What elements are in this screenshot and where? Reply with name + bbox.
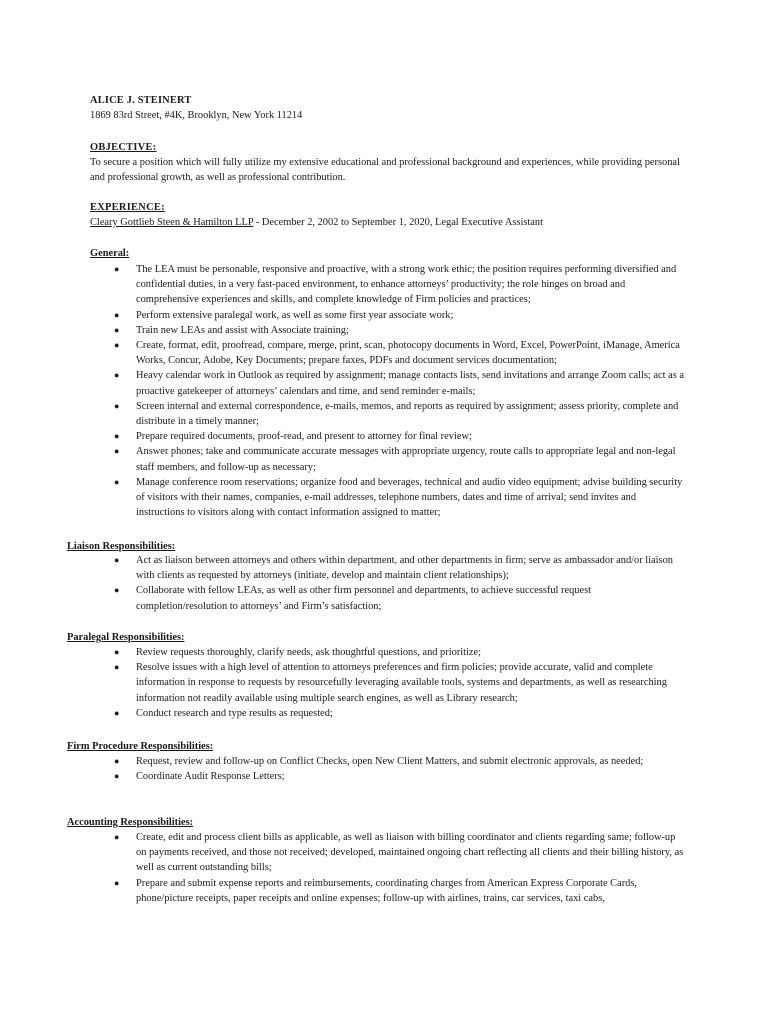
list-item-text: Prepare and submit expense reports and reimbursements, coordinating charges from American Express Corporate Cards, phone/picture receipts, paper receipts and online expenses; follow-up with airlines, trains, car services, taxi cabs, xyxy=(136,877,638,904)
section-title-general: General: xyxy=(90,248,130,259)
bullet-icon: ● xyxy=(114,707,120,718)
list-item-text: The LEA must be personable, responsive and proactive, with a strong work ethic; the position requires performing diversified and confidential duties, in a very fast-paced environment, to enhance attorneys’ productivity; the role hinges on broad and comprehensive experiences and skills, and complete knowledge of Firm policies and practices; xyxy=(136,264,677,306)
section-title-firm-procedure: Firm Procedure Responsibilities: xyxy=(67,741,214,752)
list-item xyxy=(0,323,684,338)
employment-details: - December 2, 2002 to September 1, 2020, Legal Executive Assistant xyxy=(253,217,543,228)
employer-name: Cleary Gottlieb Steen & Hamilton LLP xyxy=(90,217,254,228)
list-item-text: Request, review and follow-up on Conflict Checks, open New Client Matters, and submit electronic approvals, as needed; xyxy=(136,756,644,767)
bullet-icon: ● xyxy=(114,832,120,842)
bullet-icon: ● xyxy=(114,476,120,487)
bullet-icon: ● xyxy=(114,756,120,766)
list-item xyxy=(0,553,684,583)
employer-line xyxy=(90,215,690,230)
bullet-icon: ● xyxy=(114,555,120,565)
list-item xyxy=(0,429,684,444)
list-item xyxy=(0,338,684,368)
general-list xyxy=(0,262,684,520)
list-item-text: Perform extensive paralegal work, as well as some first year associate work; xyxy=(136,309,454,321)
list-item xyxy=(0,706,684,721)
list-item-text: Resolve issues with a high level of attention to attorneys preferences and firm policies; provide accurate, valid and complete information in response to requests by resourcefully leveraging available tools, systems and departments, as well as researching information not readily available using multiple search engines, as well as Library research; xyxy=(136,662,667,704)
paralegal-list xyxy=(0,645,684,721)
objective-text: To secure a position which will fully utilize my extensive educational and professional background and experiences, while providing personal and professional growth, as well as professional contribution. xyxy=(90,157,680,184)
list-item xyxy=(0,660,684,706)
list-item xyxy=(0,399,684,429)
bullet-icon: ● xyxy=(114,771,120,782)
list-item xyxy=(0,368,684,398)
list-item xyxy=(0,262,684,308)
bullet-icon: ● xyxy=(114,662,120,673)
bullet-icon: ● xyxy=(114,309,120,320)
candidate-name: ALICE J. STEINERT xyxy=(90,95,192,106)
list-item-text: Create, edit and process client bills as applicable, as well as liaison with billing coordinator and clients regarding same; follow-up on payments received, and those not received; developed, maintained ongoing chart reflecting all clients and their billing history, as well as current outstanding bills; xyxy=(136,832,684,874)
bullet-icon: ● xyxy=(114,647,120,657)
list-item-text: Prepare required documents, proof-read, and present to attorney for final review; xyxy=(136,431,472,443)
list-item xyxy=(0,444,684,474)
list-item-text: Screen internal and external correspondence, e-mails, memos, and reports as required by assignment; assess priority, complete and distribute in a timely manner; xyxy=(136,400,679,428)
list-item-text: Manage conference room reservations; organize food and beverages, technical and audio video equipment; advise building security of visitors with their names, companies, e-mail addresses, telephone numbers, dates and time of arrival; send invites and instructions to visitors along with contact information assigned to matter; xyxy=(136,476,683,519)
list-item xyxy=(0,645,684,660)
list-item-text: Coordinate Audit Response Letters; xyxy=(136,771,285,783)
list-item xyxy=(0,769,684,784)
bullet-icon: ● xyxy=(114,585,120,596)
experience-heading: EXPERIENCE: xyxy=(90,202,165,213)
list-item-text: Collaborate with fellow LEAs, as well as other firm personnel and departments, to achieve successful request completion/resolution to attorneys’ and Firm’s satisfaction; xyxy=(136,585,592,612)
list-item-text: Conduct research and type results as requested; xyxy=(136,707,333,719)
section-title-paralegal: Paralegal Responsibilities: xyxy=(67,632,185,643)
accounting-list xyxy=(0,830,684,906)
list-item-text: Review requests thoroughly, clarify needs, ask thoughtful questions, and prioritize; xyxy=(136,647,482,658)
section-title-accounting: Accounting Responsibilities: xyxy=(67,817,194,828)
bullet-icon: ● xyxy=(114,324,120,335)
list-item xyxy=(0,475,684,521)
list-item xyxy=(0,876,684,906)
list-item xyxy=(0,754,684,769)
list-item-text: Heavy calendar work in Outlook as required by assignment; manage contacts lists, send invitations and arrange Zoom calls; act as a proactive gatekeeper of attorneys’ calendars and time, and send reminder e-mails; xyxy=(136,370,684,397)
section-title-liaison: Liaison Responsibilities: xyxy=(67,541,176,552)
list-item xyxy=(0,830,684,876)
list-item xyxy=(0,583,684,613)
list-item-text: Train new LEAs and assist with Associate training; xyxy=(136,324,349,336)
bullet-icon: ● xyxy=(114,370,120,381)
bullet-icon: ● xyxy=(114,446,120,457)
bullet-icon: ● xyxy=(114,877,120,888)
list-item-text: Act as liaison between attorneys and others within department, and other departments in firm; serve as ambassador and/or liaison with clients as requested by attorneys (initiate, develop and maintain client relationships); xyxy=(136,555,673,582)
candidate-address: 1869 83rd Street, #4K, Brooklyn, New York 11214 xyxy=(90,110,303,121)
bullet-icon: ● xyxy=(114,400,120,411)
list-item-text: Answer phones; take and communicate accurate messages with appropriate urgency, route calls to appropriate legal and non-legal staff members, and follow-up as necessary; xyxy=(136,446,676,473)
bullet-icon: ● xyxy=(114,431,120,442)
objective-heading: OBJECTIVE: xyxy=(90,142,157,153)
list-item xyxy=(0,308,684,323)
firm-procedure-list xyxy=(0,754,684,784)
bullet-icon: ● xyxy=(114,264,120,274)
list-item-text: Create, format, edit, proofread, compare, merge, print, scan, photocopy documents in Word, Excel, PowerPoint, iManage, America Works, Concur, Adobe, Key Documents; prepare faxes, PDFs and document services documentation; xyxy=(136,340,680,367)
liaison-list xyxy=(0,553,684,614)
bullet-icon: ● xyxy=(114,340,120,351)
